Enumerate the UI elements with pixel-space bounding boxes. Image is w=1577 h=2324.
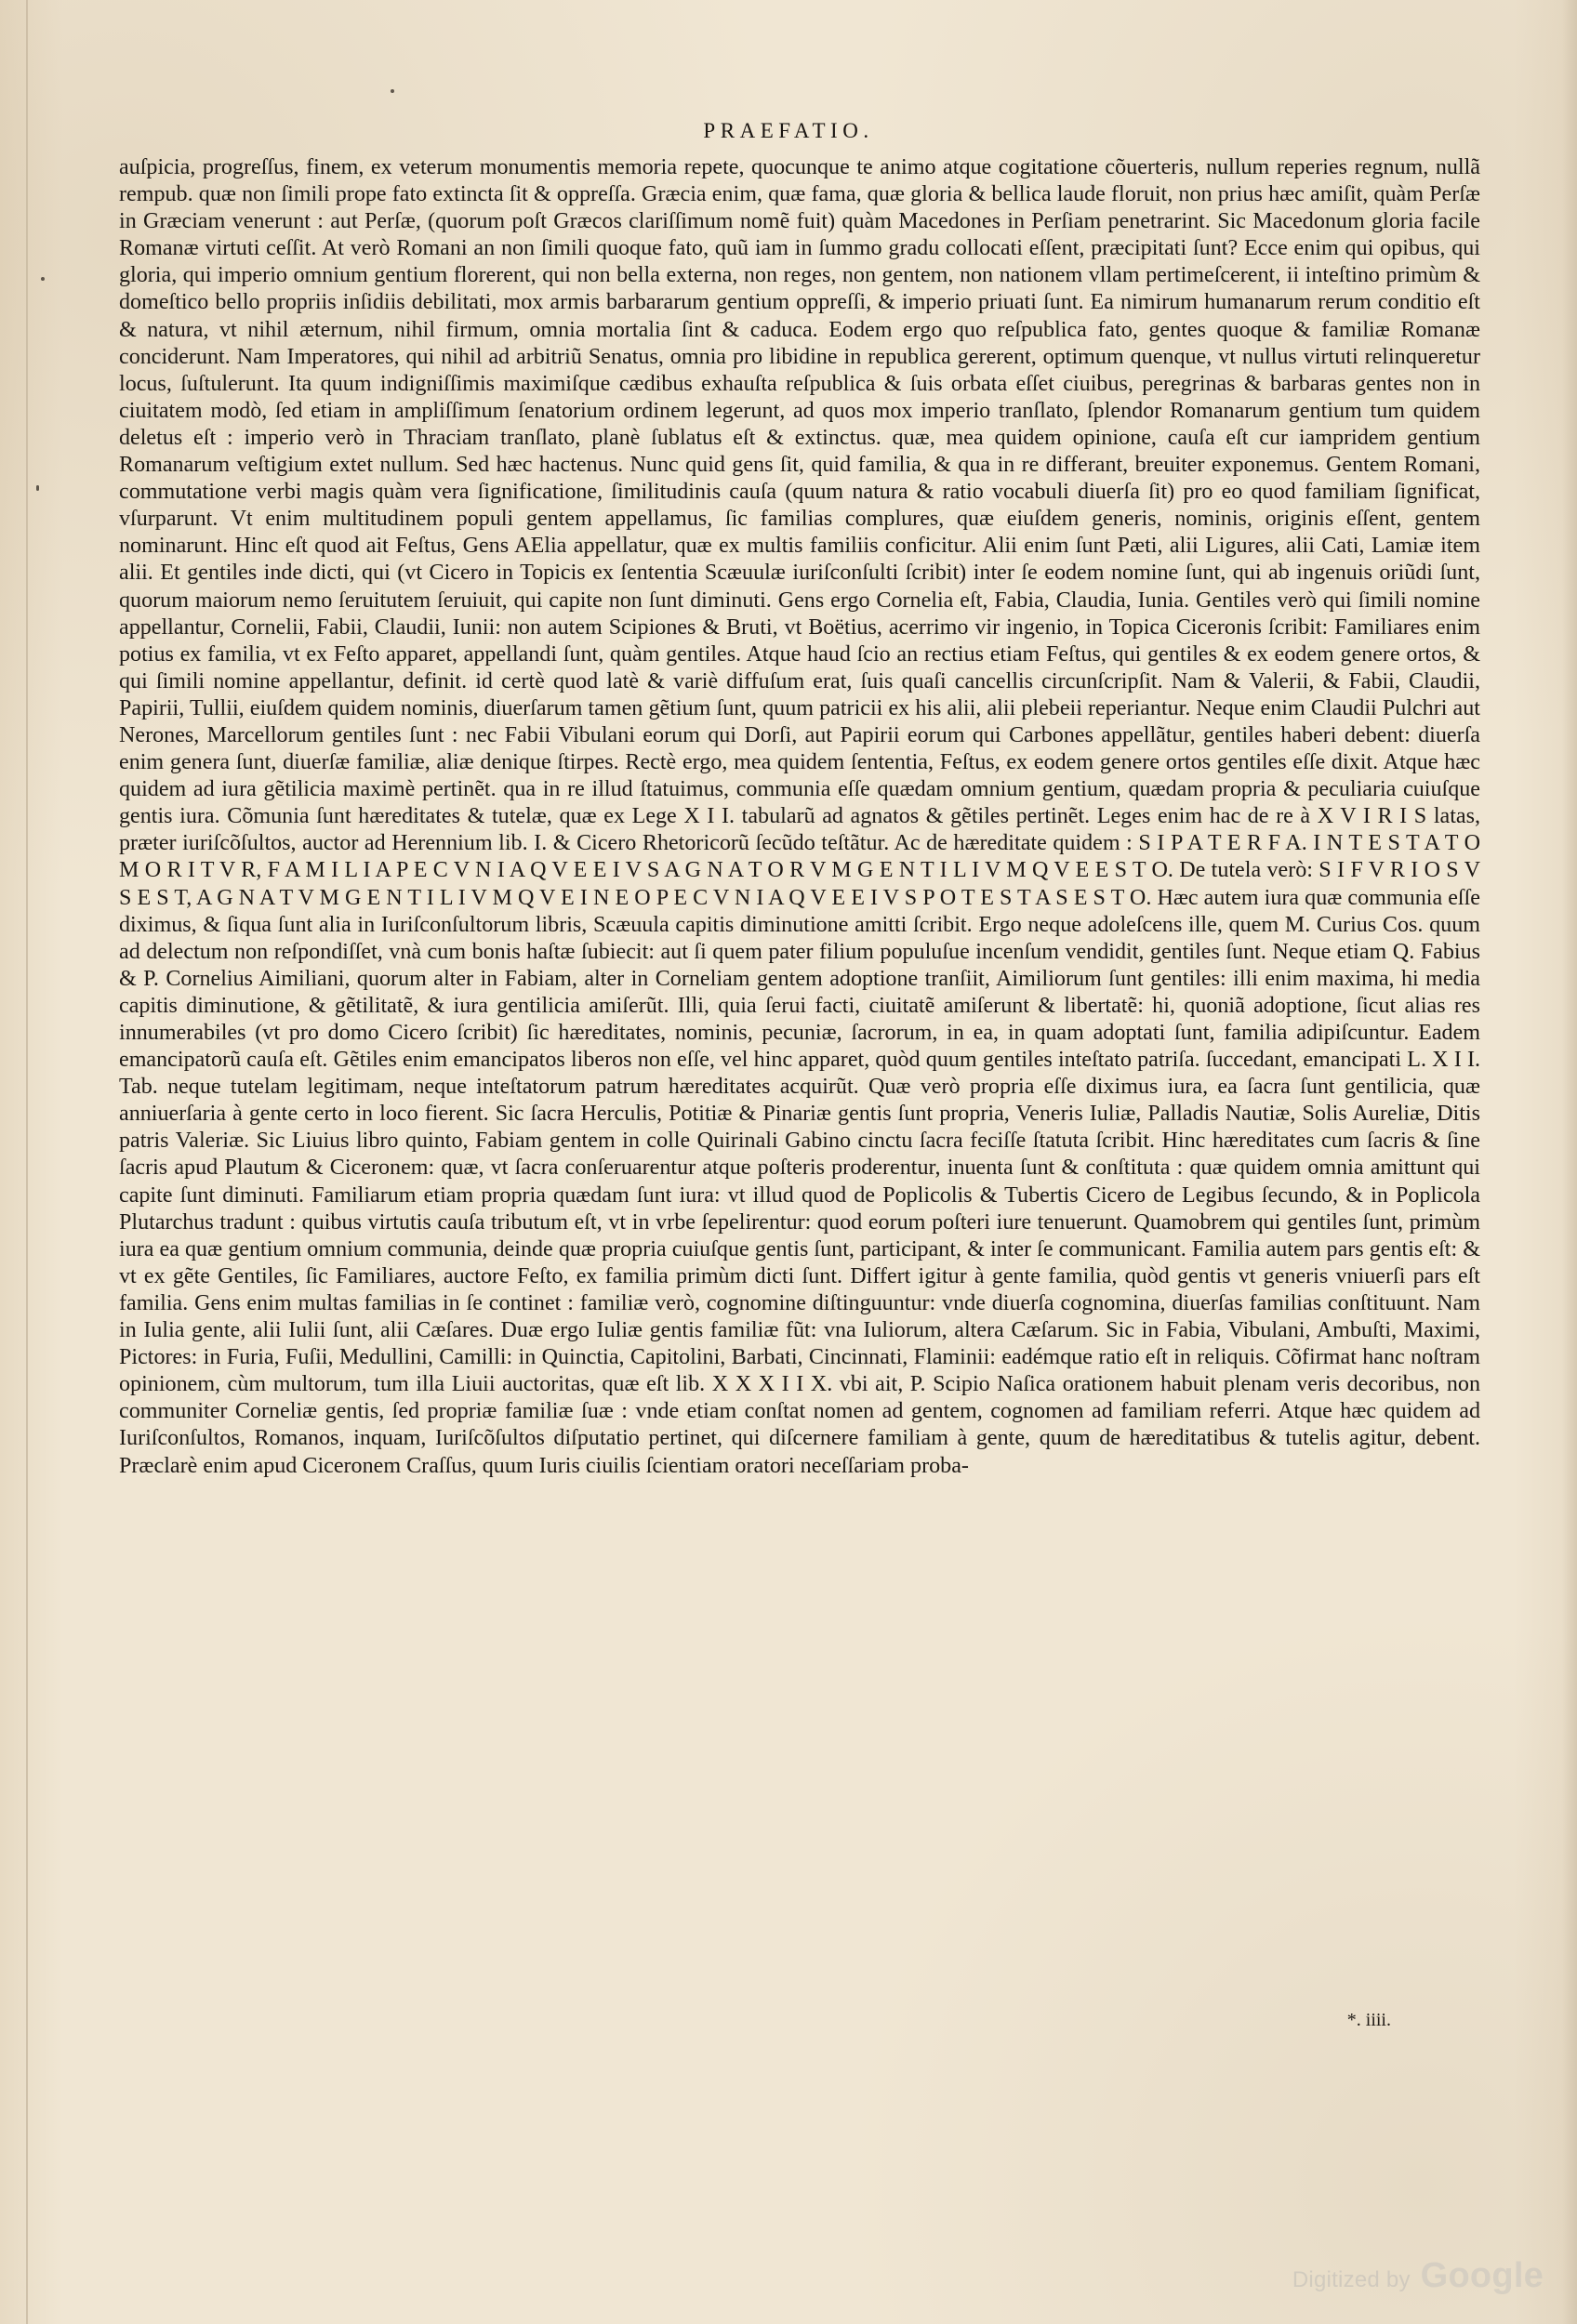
main-text: auſpicia, progreſſus, finem, ex veterum monumentis memoria repete, quocunque te animo atque cogitatione cõuerteris, nullum reperies regnum, nullã rempub. quæ non ſimili prope fato extincta ſit & oppreſſa. Græcia enim, quæ fama, quæ gloria & bellica laude floruit, non prius hæc amiſit, quàm Perſæ in Græciam venerunt : aut Perſæ, (quorum poſt Græcos clariſſimum nomẽ fuit) quàm Macedones in Perſiam penetrarint. Sic Macedonum gloria facile Romanæ virtuti ceſſit. At verò Romani an non ſimili quoque fato, quũ iam in ſummo gradu collocati eſſent, præcipitati ſunt? Ecce enim qui opibus, qui gloria, qui imperio omnium gentium florerent, qui non bella externa, non reges, non gentem, non nationem vllam pertimeſcerent, ii inteſtino primùm & domeſtico bello propriis inſidiis debilitati, mox armis barbararum gentium oppreſſi, & imperio priuati ſunt. Ea nimirum humanarum rerum conditio eſt & natura, vt nihil æternum, nihil firmum, omnia mortalia ſint & caduca. Eodem ergo quo reſpublica fato, gentes quoque & familiæ Romanæ conciderunt. Nam Imperatores, qui nihil ad arbitriũ Senatus, omnia pro libidine in republica gererent, optimum quenque, vt nullus virtuti relinqueretur locus, ſuſtulerunt. Ita quum indigniſſimis maximiſque cædibus exhauſta reſpublica & ſuis orbata eſſet ciuibus, peregrinas & barbaras gentes non in ciuitatem modò, ſed etiam in ampliſſimum ſenatorium ordinem legerunt, ad quos mox imperio tranſlato, ſplendor Romanarum gentium tum quidem deletus eſt : imperio verò in Thraciam tranſlato, planè ſublatus eſt & extinctus. quæ, mea quidem opinione, cauſa eſt cur iampridem gentium Romanarum veſtigium extet nullum. Sed hæc hactenus. Nunc quid gens ſit, quid familia, & qua in re differant, breuiter exponemus. Gentem Romani, commutatione verbi magis quàm vera ſignificatione, ſimilitudinis cauſa (quum natura & ratio vocabuli diuerſa ſit) pro eo quod familiam ſignificat, vſurparunt. Vt enim multitudinem populi gentem appellamus, ſic familias complures, quæ eiuſdem generis, nominis, originis eſſent, gentem nominarunt. Hinc eſt quod ait Feſtus, Gens AElia appellatur, quæ ex multis familiis conficitur. Alii enim ſunt Pæti, alii Ligures, alii Cati, Lamiæ item alii. Et gentiles inde dicti, qui (vt Cicero in Topicis ex ſententia Scæuulæ iuriſconſulti ſcribit) inter ſe eodem nomine ſunt, qui ab ingenuis oriũdi ſunt, quorum maiorum nemo ſeruitutem ſeruiuit, qui capite non ſunt diminuti. Gens ergo Cornelia eſt, Fabia, Claudia, Iunia. Gentiles verò qui ſimili nomine appellantur, Cornelii, Fabii, Claudii, Iunii: non autem Scipiones & Bruti, vt Boëtius, acerrimo vir ingenio, in Topica Ciceronis ſcribit: Familiares enim potius ex familia, vt ex Feſto apparet, appellandi ſunt, quàm gentiles. Atque haud ſcio an rectius etiam Feſtus, qui gentiles & ex eodem genere ortos, & qui ſimili nomine appellantur, definit. id certè quod latè & variè diffuſum erat, ſuis quaſi cancellis circunſcripſit. Nam & Valerii, & Fabii, Claudii, Papirii, Tullii, eiuſdem quidem nominis, diuerſarum tamen gẽtium ſunt, quum patricii ex his alii, alii plebeii reperiantur. Neque enim Claudii Pulchri aut Nerones, Marcellorum gentiles ſunt : nec Fabii Vibulani eorum qui Dorſi, aut Papirii eorum qui Carbones appellãtur, gentiles haberi debent: diuerſa enim genera ſunt, diuerſæ familiæ, aliæ denique ſtirpes. Rectè ergo, mea quidem ſententia, Feſtus, ex eodem genere ortos gentiles eſſe dixit. Atque hæc quidem ad iura gẽtilicia maximè pertinẽt. qua in re illud ſtatuimus, communia eſſe quædam omnium gentium, quædam propria & peculiaria cuiuſque gentis iura. Cõmunia ſunt hæreditates & tutelæ, quæ ex Lege X I I. tabularũ ad agnatos & gẽtiles pertinẽt. Leges enim hac de re à X V I R I S latas, præter iuriſcõſultos, auctor ad Herennium lib. I. & Cicero Rhetoricorũ ſecũdo teſtãtur. Ac de hæreditate quidem : S I P A T E R F A. I N T E S T A T O M O R I T V R, F A M I L I A P E C V N I A Q V E E I V S A G N A T O R V M G E N T I L I V M Q V E E S T O. De tutela verò: S I F V R I O S V S E S T, A G N A T V M G E N T I L I V M Q V E I N E O P E C V N I A Q V E E I V S P O T E S T A S E S T O. Hæc autem iura quæ communia eſſe diximus, & ſiqua ſunt alia in Iuriſconſultorum libris, Scæuula capitis diminutione amitti ſcribit. Ergo neque adoleſcens ille, quem M. Curius Cos. quum ad delectum non reſpondiſſet, vnà cum bonis haſtæ ſubiecit: aut ſi quem pater filium populuſue incenſum vendidit, gentiles ſunt. Neque etiam Q. Fabius & P. Cornelius Aimiliani, quorum alter in Fabiam, alter in Corneliam gentem adoptione tranſiit, Aimiliorum ſunt gentiles: illi enim maxima, hi media capitis diminutione, & gẽtilitatẽ, & iura gentilicia amiſerũt. Illi, quia ſerui facti, ciuitatẽ amiſerunt & libertatẽ: hi, quoniã adoptione, ſicut alias res innumerabiles (vt pro domo Cicero ſcribit) ſic hæreditates, nominis, pecuniæ, ſacrorum, in ea, in quam adoptati ſunt, familia adipiſcuntur. Eadem emancipatorũ cauſa eſt. Gẽtiles enim emancipatos liberos non eſſe, vel hinc apparet, quòd quum gentiles inteſtato patriſa. ſuccedant, emancipati L. X I I. Tab. neque tutelam legitimam, neque inteſtatorum patrum hæreditates acquirũt. Quæ verò propria eſſe diximus iura, ea ſacra ſunt gentilicia, quæ anniuerſaria à gente certo in loco fierent. Sic ſacra Herculis, Potitiæ & Pinariæ gentis ſunt propria, Veneris Iuliæ, Palladis Nautiæ, Solis Aureliæ, Ditis patris Valeriæ. Sic Liuius libro quinto, Fabiam gentem in colle Quirinali Gabino cinctu ſacra feciſſe ſtatuta ſcribit. Hinc hæreditates cum ſacris & ſine ſacris apud Plautum & Ciceronem: quæ, vt ſacra conſeruarentur atque poſteris proderentur, inuenta ſunt & conſtituta : quæ quidem omnia amittunt qui capite ſunt diminuti. Familiarum etiam propria quædam ſunt iura: vt illud quod de Poplicolis & Tubertis Cicero de Legibus ſecundo, & in Poplicola Plutarchus tradunt : quibus virtutis cauſa tributum eſt, vt in vrbe ſepelirentur: quod eorum poſteri iure tenuerunt. Quamobrem qui gentiles ſunt, primùm iura ea quæ gentium omnium communia, deinde quæ propria cuiuſque gentis ſunt, participant, & inter ſe communicant. Familia autem pars gentis eſt: & vt ex gẽte Gentiles, ſic Familiares, auctore Feſto, ex familia primùm dicti ſunt. Differt igitur à gente familia, quòd gentis vt generis vniuerſi pars eſt familia. Gens enim multas familias in ſe continet : familiæ verò, cognomine diſtinguuntur: vnde diuerſa cognomina, diuerſas familias conſtituunt. Nam in Iulia gente, alii Iulii ſunt, alii Cæſares. Duæ ergo Iuliæ gentis familiæ fũt: vna Iuliorum, altera Cæſarum. Sic in Fabia, Vibulani, Ambuſti, Maximi, Pictores: in Furia, Fuſii, Medullini, Camilli: in Quinctia, Capitolini, Barbati, Cincinnati, Flaminii: eadémque ratio eſt in reliquis. Cõfirmat hanc noſtram opinionem, cùm multorum, tum illa Liuii auctoritas, quæ eſt lib. X X X I I X. vbi ait, P. Scipio Naſica orationem habuit plenam veris decoribus, non communiter Corneliæ gentis, ſed propriæ familiæ ſuæ : vnde etiam conſtat nomen ad gentem, cognomen ad familiam referri. Atque hæc quidem ad Iuriſconſultos, Romanos, inquam, Iuriſcõſultos diſputatio pertinet, qui diſcernere familiam à gente, quum de hæreditatibus & tutelis agitur, debent. Præclarè enim apud Ciceronem Craſſus, quum Iuris ciuilis ſcientiam oratori neceſſariam proba-	[119, 155, 1480, 1478]
signature-mark: *. iiii.	[1346, 2010, 1391, 2030]
ink-speck	[41, 277, 45, 281]
watermark-text: Digitized by	[1292, 2267, 1411, 2292]
ink-speck	[36, 485, 39, 491]
google-logo-text: Google	[1420, 2256, 1544, 2295]
page-right-edge	[1562, 0, 1577, 2324]
digitized-watermark	[1292, 2256, 1544, 2296]
ink-speck	[391, 89, 394, 93]
page-title: PRAEFATIO.	[703, 119, 874, 142]
page-left-edge	[26, 0, 28, 2324]
